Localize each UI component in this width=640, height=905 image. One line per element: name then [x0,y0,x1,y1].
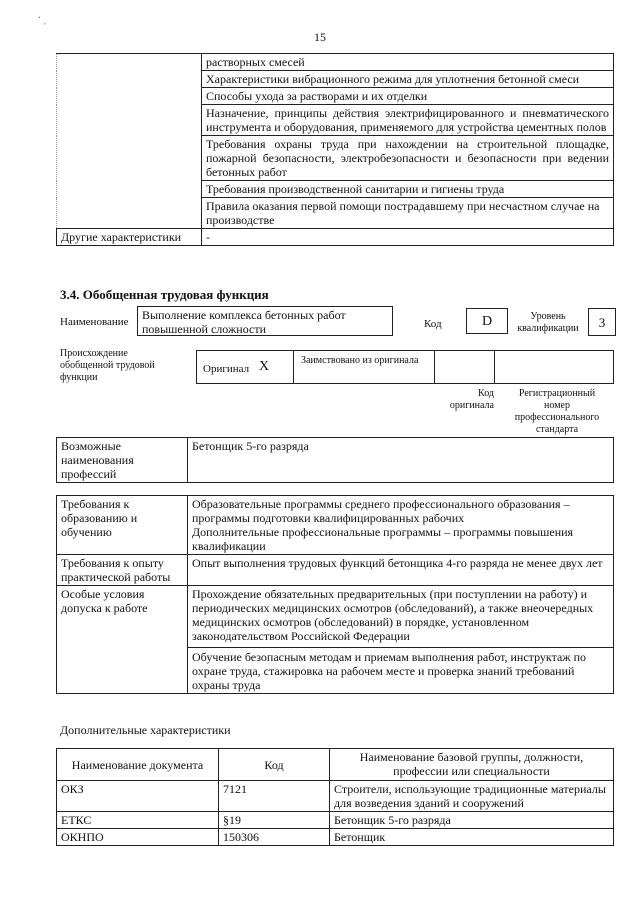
code-value: D [466,308,508,334]
requirements-table [56,495,614,694]
col-header-code: Код [219,749,330,781]
section-heading: 3.4. Обобщенная трудовая функция [60,287,269,302]
col-header-group: Наименование базовой группы, должности, профессии или специальности [330,749,614,781]
professions-label: Возможные наименования профессий [57,438,188,483]
knowledge-table [56,53,614,246]
additional-heading: Дополнительные характеристики [60,723,231,737]
additional-table [56,748,614,846]
borrowed-label: Заимствовано из оригинала [301,355,419,366]
origin-box [196,350,614,384]
table-row: ОКЗ 7121 Строители, использующие традиционные материалы для возведения зданий и сооружений [57,781,614,812]
other-characteristics-value: - [202,229,614,246]
table-row: Правила оказания первой помощи пострадавшему при несчастном случае на производстве [202,198,614,229]
other-characteristics-label: Другие характеристики [57,229,202,246]
orig-code-label: Код оригинала [449,388,494,411]
table-row: ОКНПО 150306 Бетонщик [57,829,614,846]
reg-number-label: Регистрационный номер профессионального стандарта [514,388,600,435]
experience-label: Требования к опыту практической работы [57,555,188,586]
table-row: ЕТКС §19 Бетонщик 5-го разряда [57,812,614,829]
table-row: Требования охраны труда при нахождении на строительной площадке, пожарной безопасности, электробезопасности и безопасности при ведении бетонных работ [202,136,614,181]
table-row: Требования производственной санитарии и гигиены труда [202,181,614,198]
scan-marks: ˑ ˌ [38,14,47,25]
original-mark: X [259,359,270,374]
table-row: Характеристики вибрационного режима для уплотнения бетонной смеси [202,71,614,88]
col-header-document: Наименование документа [57,749,219,781]
code-label: Код [424,318,442,330]
education-value-1: Образовательные программы среднего профессионального образования – программы подготовки квалифицированных рабочих [192,497,570,525]
level-label: Уровень квалификации [517,311,579,334]
table-row: Назначение, принципы действия электрифицированного и пневматического инструмента и оборудования, применяемого для устройства цементных полов [202,105,614,136]
special-conditions-label: Особые условия допуска к работе [57,586,188,694]
education-label: Требования к образованию и обучению [57,496,188,555]
table-row: Способы ухода за растворами и их отделки [202,88,614,105]
special-conditions-value-2: Обучение безопасным методам и приемам выполнения работ, инструктаж по охране труда, стажировка на рабочем месте и проверка знаний требований охраны труда [188,647,613,692]
function-name: Выполнение комплекса бетонных работ повышенной сложности [137,306,393,336]
origin-label: Происхождение обобщенной трудовой функции [60,348,155,383]
professions-table [56,437,614,483]
name-label: Наименование [60,316,129,328]
professions-value: Бетонщик 5-го разряда [188,438,614,483]
special-conditions-value-1: Прохождение обязательных предварительных (при поступлении на работу) и периодических медицинских осмотров (обследований), а также внеочередных медицинских осмотров (обследований) в порядке, установленном законодательством Российской Федерации [192,587,594,643]
original-label: Оригинал [203,363,250,375]
level-value: 3 [588,308,616,336]
page-number: 15 [314,30,326,44]
table-row: растворных смесей [202,54,614,71]
education-value-2: Дополнительные профессиональные программы – программы повышения квалификации [192,525,574,553]
experience-value: Опыт выполнения трудовых функций бетонщика 4-го разряда не менее двух лет [188,555,614,586]
